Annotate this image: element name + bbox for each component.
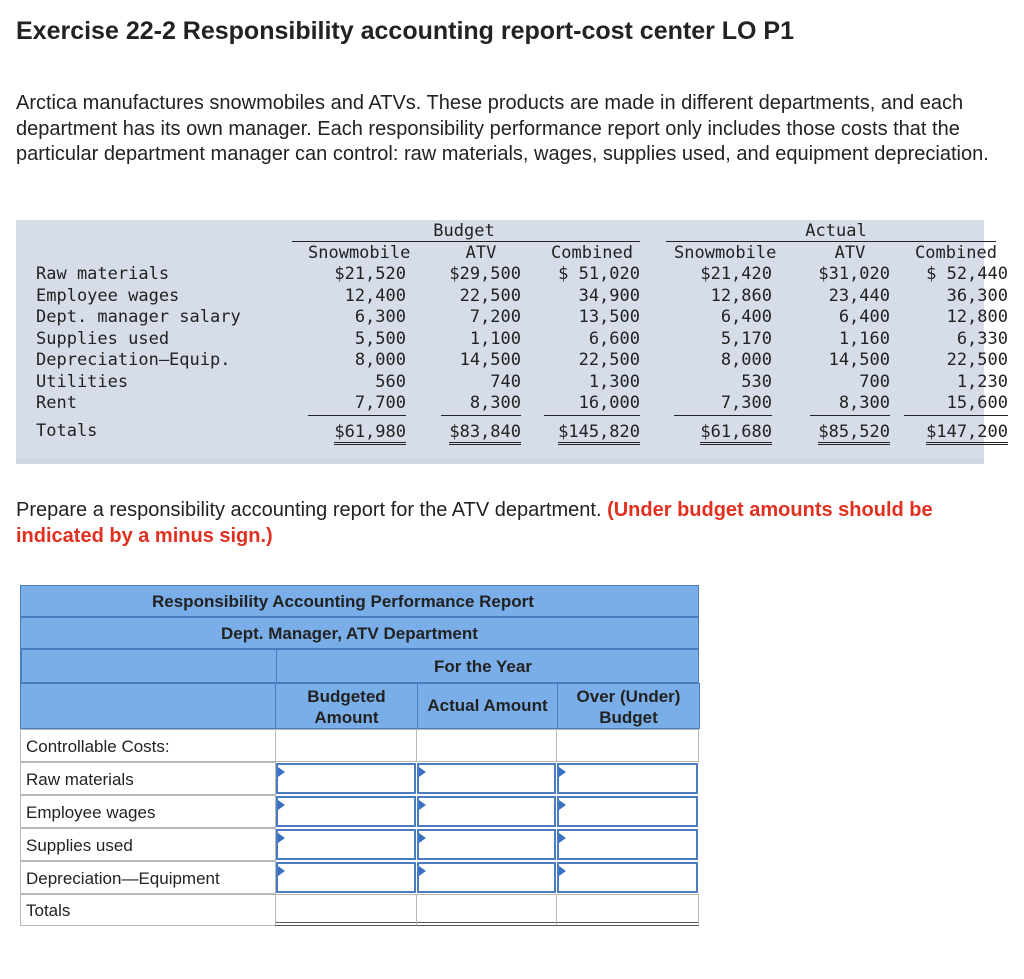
value-cell: 6,400 — [720, 307, 772, 327]
totals-budgeted-cell[interactable] — [275, 894, 417, 926]
value-cell: $ 52,440 — [926, 264, 1008, 284]
column-budget-snowmobile — [308, 243, 411, 443]
value-cell: 12,400 — [344, 285, 406, 306]
value-cell: 5,500 — [354, 328, 406, 349]
row-label: Rent — [36, 393, 77, 413]
value-cell: 22,500 — [946, 350, 1008, 370]
row-label: Depreciation—Equip. — [36, 350, 231, 370]
column-actual-combined — [904, 243, 1008, 443]
employee-wages-variance-input[interactable] — [557, 796, 698, 827]
row-labels — [36, 264, 241, 442]
employee-wages-actual-input[interactable] — [417, 796, 556, 827]
period-label-spacer — [21, 649, 277, 683]
value-cell: 7,300 — [674, 393, 772, 416]
header-actual-cell — [417, 683, 558, 729]
row-label: Supplies used — [36, 328, 170, 349]
report-row-employee-wages — [20, 795, 699, 828]
row-label: Employee wages — [36, 285, 180, 306]
column-actual-atv — [810, 243, 890, 443]
empty-cell — [556, 729, 699, 762]
value-cell: 6,300 — [354, 307, 406, 327]
value-cell: $29,500 — [449, 264, 521, 284]
report-subtitle: Dept. Manager, ATV Department — [221, 624, 478, 643]
value-cell: 12,860 — [710, 285, 772, 306]
supplies-used-budgeted-input[interactable] — [276, 829, 416, 860]
section-label: Controllable Costs: — [26, 737, 170, 756]
report-subtitle-row — [20, 617, 699, 649]
value-cell: 22,500 — [459, 285, 521, 306]
report-period: For the Year — [434, 657, 532, 676]
budget-actual-data-panel — [16, 220, 1008, 458]
row-label-totals: Totals — [36, 420, 98, 441]
value-cell: 22,500 — [578, 350, 640, 370]
empty-cell — [275, 729, 417, 762]
value-cell: 23,440 — [828, 285, 890, 306]
value-cell: 8,000 — [720, 350, 772, 370]
row-label-cell — [20, 861, 276, 894]
report-column-header-row — [20, 683, 699, 729]
value-cell: 8,300 — [810, 393, 890, 416]
value-cell: 13,500 — [578, 307, 640, 327]
page-title: Exercise 22-2 Responsibility accounting report-cost center LO P1 — [16, 17, 795, 45]
row-label: Utilities — [36, 371, 129, 392]
raw-materials-variance-input[interactable] — [557, 763, 698, 794]
value-cell: $21,420 — [700, 264, 772, 284]
row-label-cell — [20, 762, 276, 795]
report-period-row — [20, 649, 699, 683]
report-row-supplies-used — [20, 828, 699, 861]
total-value: $85,520 — [818, 422, 890, 445]
raw-materials-actual-input[interactable] — [417, 763, 556, 794]
column-actual-snowmobile — [674, 243, 777, 443]
column-budget-atv — [441, 243, 521, 443]
row-label-cell — [20, 894, 276, 926]
raw-materials-budgeted-input[interactable] — [276, 763, 416, 794]
value-cell: 8,000 — [354, 350, 406, 370]
intro-paragraph: Arctica manufactures snowmobiles and ATVs. These products are made in different departments, and each department has its own manager. Each responsibility performance report only includes those costs that the particular department manager can control: raw materials, wages, supplies used, and equipment depreciation. — [16, 92, 989, 165]
value-cell: 16,000 — [544, 393, 640, 416]
value-cell: 1,160 — [838, 328, 890, 349]
total-cell — [544, 422, 640, 444]
question-prompt — [16, 497, 976, 549]
value-cell: 5,170 — [720, 328, 772, 349]
header-budgeted-line1: Budgeted — [307, 687, 386, 706]
section-label-cell — [20, 729, 276, 762]
totals-variance-cell[interactable] — [556, 894, 699, 926]
header-budgeted-cell — [275, 683, 418, 729]
budget-group-header: Budget — [433, 221, 495, 241]
report-row-label: Raw materials — [26, 770, 134, 789]
total-value: $147,200 — [926, 422, 1008, 445]
depreciation-budgeted-input[interactable] — [276, 862, 416, 893]
column-header: ATV — [834, 243, 866, 263]
value-cell: 1,100 — [469, 328, 521, 349]
header-budgeted — [276, 686, 417, 728]
report-title: Responsibility Accounting Performance Report — [152, 592, 534, 611]
row-label-cell — [20, 795, 276, 828]
value-cell: 14,500 — [828, 350, 890, 370]
header-actual: Actual Amount — [427, 696, 548, 715]
total-cell — [308, 422, 406, 444]
report-title-row — [20, 585, 699, 617]
value-cell: 1,300 — [588, 371, 640, 392]
value-cell: 700 — [859, 371, 890, 392]
column-budget-combined — [544, 243, 640, 443]
supplies-used-actual-input[interactable] — [417, 829, 556, 860]
value-cell: 15,600 — [904, 393, 1008, 416]
header-over-under-cell — [557, 683, 700, 729]
empty-cell — [416, 729, 557, 762]
header-over-line1: Over (Under) — [576, 687, 681, 706]
column-header: Combined — [915, 243, 997, 263]
totals-actual-cell[interactable] — [416, 894, 557, 926]
column-header: Combined — [551, 243, 633, 263]
total-cell — [441, 422, 521, 444]
value-cell: 8,300 — [441, 393, 521, 416]
value-cell: 12,800 — [946, 307, 1008, 327]
section-row-controllable — [20, 729, 699, 762]
value-cell: 560 — [375, 371, 406, 392]
report-row-label: Employee wages — [26, 803, 156, 822]
total-cell — [904, 422, 1008, 444]
prompt-text: Prepare a responsibility accounting report for the ATV department. — [16, 499, 608, 521]
value-cell: 14,500 — [459, 350, 521, 370]
value-cell: 740 — [490, 371, 521, 392]
row-label: Dept. manager salary — [36, 307, 241, 327]
value-cell: $ 51,020 — [558, 264, 640, 284]
report-row-raw-materials — [20, 762, 699, 795]
row-label: Raw materials — [36, 264, 170, 284]
value-cell: 6,600 — [588, 328, 640, 349]
value-cell: 6,400 — [838, 307, 890, 327]
supplies-used-variance-input[interactable] — [557, 829, 698, 860]
value-cell: 6,330 — [956, 328, 1008, 349]
employee-wages-budgeted-input[interactable] — [276, 796, 416, 827]
header-over-under — [558, 686, 699, 728]
column-header: ATV — [465, 243, 497, 263]
value-cell: 530 — [741, 371, 772, 392]
report-row-label: Depreciation—Equipment — [26, 869, 220, 888]
value-cell: $21,520 — [334, 264, 406, 284]
value-cell: $31,020 — [818, 264, 890, 284]
actual-group-rule — [666, 241, 996, 242]
column-header: Snowmobile — [308, 243, 411, 263]
value-cell: 36,300 — [946, 285, 1008, 306]
report-totals-label: Totals — [26, 901, 71, 920]
value-cell: 7,200 — [469, 307, 521, 327]
total-value: $83,840 — [449, 422, 521, 445]
depreciation-actual-input[interactable] — [417, 862, 556, 893]
value-cell: 7,700 — [308, 393, 406, 416]
actual-group-header: Actual — [805, 221, 867, 241]
header-over-line2: Budget — [599, 708, 658, 727]
row-label-cell — [20, 828, 276, 861]
value-cell: 1,230 — [956, 371, 1008, 392]
report-row-depreciation-equipment — [20, 861, 699, 894]
report-row-label: Supplies used — [26, 836, 133, 855]
total-cell — [674, 422, 772, 444]
header-label-spacer — [20, 683, 276, 729]
total-value: $61,680 — [700, 422, 772, 445]
budget-group-rule — [292, 241, 640, 242]
depreciation-variance-input[interactable] — [557, 862, 698, 893]
report-row-totals — [20, 894, 699, 926]
total-cell — [810, 422, 890, 444]
total-value: $61,980 — [334, 422, 406, 445]
header-budgeted-line2: Amount — [314, 708, 379, 727]
prompt-emphasis: (Under budget amounts should be indicated by a minus sign.) — [16, 499, 933, 547]
column-header: Snowmobile — [674, 243, 777, 263]
panel-bottom-rule — [16, 458, 984, 464]
total-value: $145,820 — [558, 422, 640, 445]
value-cell: 34,900 — [578, 285, 640, 306]
